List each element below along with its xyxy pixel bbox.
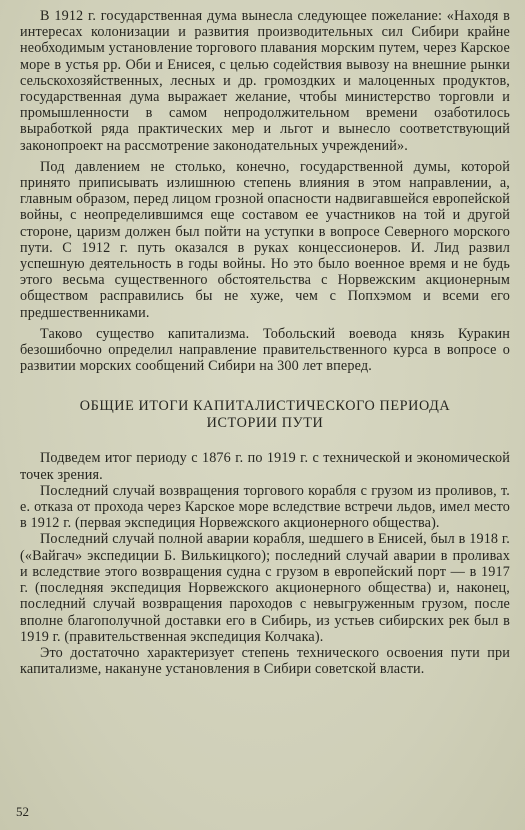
paragraph-duma-resolution: В 1912 г. государственная дума вынесла следующее пожелание: «Находя в интересах колонизации и развития производительных сил Сибири крайне необходимым установление торгового плавания морским путем, через Карское море в устья рр. Оби и Енисея, с целью содействия вывозу на внешние рынки сельскохозяйственных, лесных и др. громоздких и малоценных продуктов, государственная дума выражает желание, чтобы министерство торговли и промышленности в самом непродолжительном времени озаботилось выработкой ряда практических мер и льгот и вынесло соответствующий законопроект на рассмотрение законодательных учреждений». bbox=[20, 8, 510, 154]
paragraph-tsarism-concessions: Под давлением не столько, конечно, государственной думы, которой принято приписывать излишнюю степень влияния в этом направлении, а, главным образом, перед лицом грозной опасности надвигавшейся европейской войны, с неопределившимся еще составом ее участников на той и другой стороне, царизм должен был пойти на уступки в вопросе Северного морского пути. С 1912 г. путь оказался в руках концессионеров. И. Лид развил успешную деятельность в годы войны. Но это было военное время и не будь этого весьма существенного обстоятельства с Норвежским акционерным обществом расправились бы не хуже, чем с Попхэмом и всеми его предшественниками. bbox=[20, 158, 510, 321]
section-heading-line-1: ОБЩИЕ ИТОГИ КАПИТАЛИСТИЧЕСКОГО ПЕРИОДА bbox=[79, 398, 451, 415]
paragraph-conclusion: Это достаточно характеризует степень технического освоения пути при капитализме, накануне установления в Сибири советской власти. bbox=[20, 644, 510, 678]
section-heading bbox=[20, 398, 510, 432]
paragraph-kurakin: Таково существо капитализма. Тобольский воевода князь Куракин безошибочно определил направление правительственного курса в вопросе о развитии морских сообщений Сибири на 300 лет вперед. bbox=[20, 325, 510, 375]
paragraph-last-accident: Последний случай полной аварии корабля, шедшего в Енисей, был в 1918 г. («Вайгач» экспедиции Б. Вилькицкого); последний случай аварии в проливах и вследствие этого возвращения судна с грузом в европейский порт — в 1917 г. (последняя экспедиция Норвежского акционерного общества) и, наконец, последний случай возвращения пароходов с невыгруженным грузом, после вполне благополучной доставки его в Сибирь, из устьев сибирских рек был в 1919 г. (правительственная экспедиция Колчака). bbox=[20, 531, 510, 645]
page-text-body bbox=[20, 8, 510, 677]
paragraph-last-return: Последний случай возвращения торгового корабля с грузом из проливов, т. е. отказа от прохода через Карское море вследствие встречи льдов, имел место в 1912 г. (первая экспедиция Норвежского акционерного общества). bbox=[20, 482, 510, 532]
paragraph-summary-intro: Подведем итог периоду с 1876 г. по 1919 г. с технической и экономической точек зрения. bbox=[20, 450, 510, 483]
section-heading-line-2: ИСТОРИИ ПУТИ bbox=[206, 415, 324, 432]
page-number: 52 bbox=[16, 804, 29, 819]
